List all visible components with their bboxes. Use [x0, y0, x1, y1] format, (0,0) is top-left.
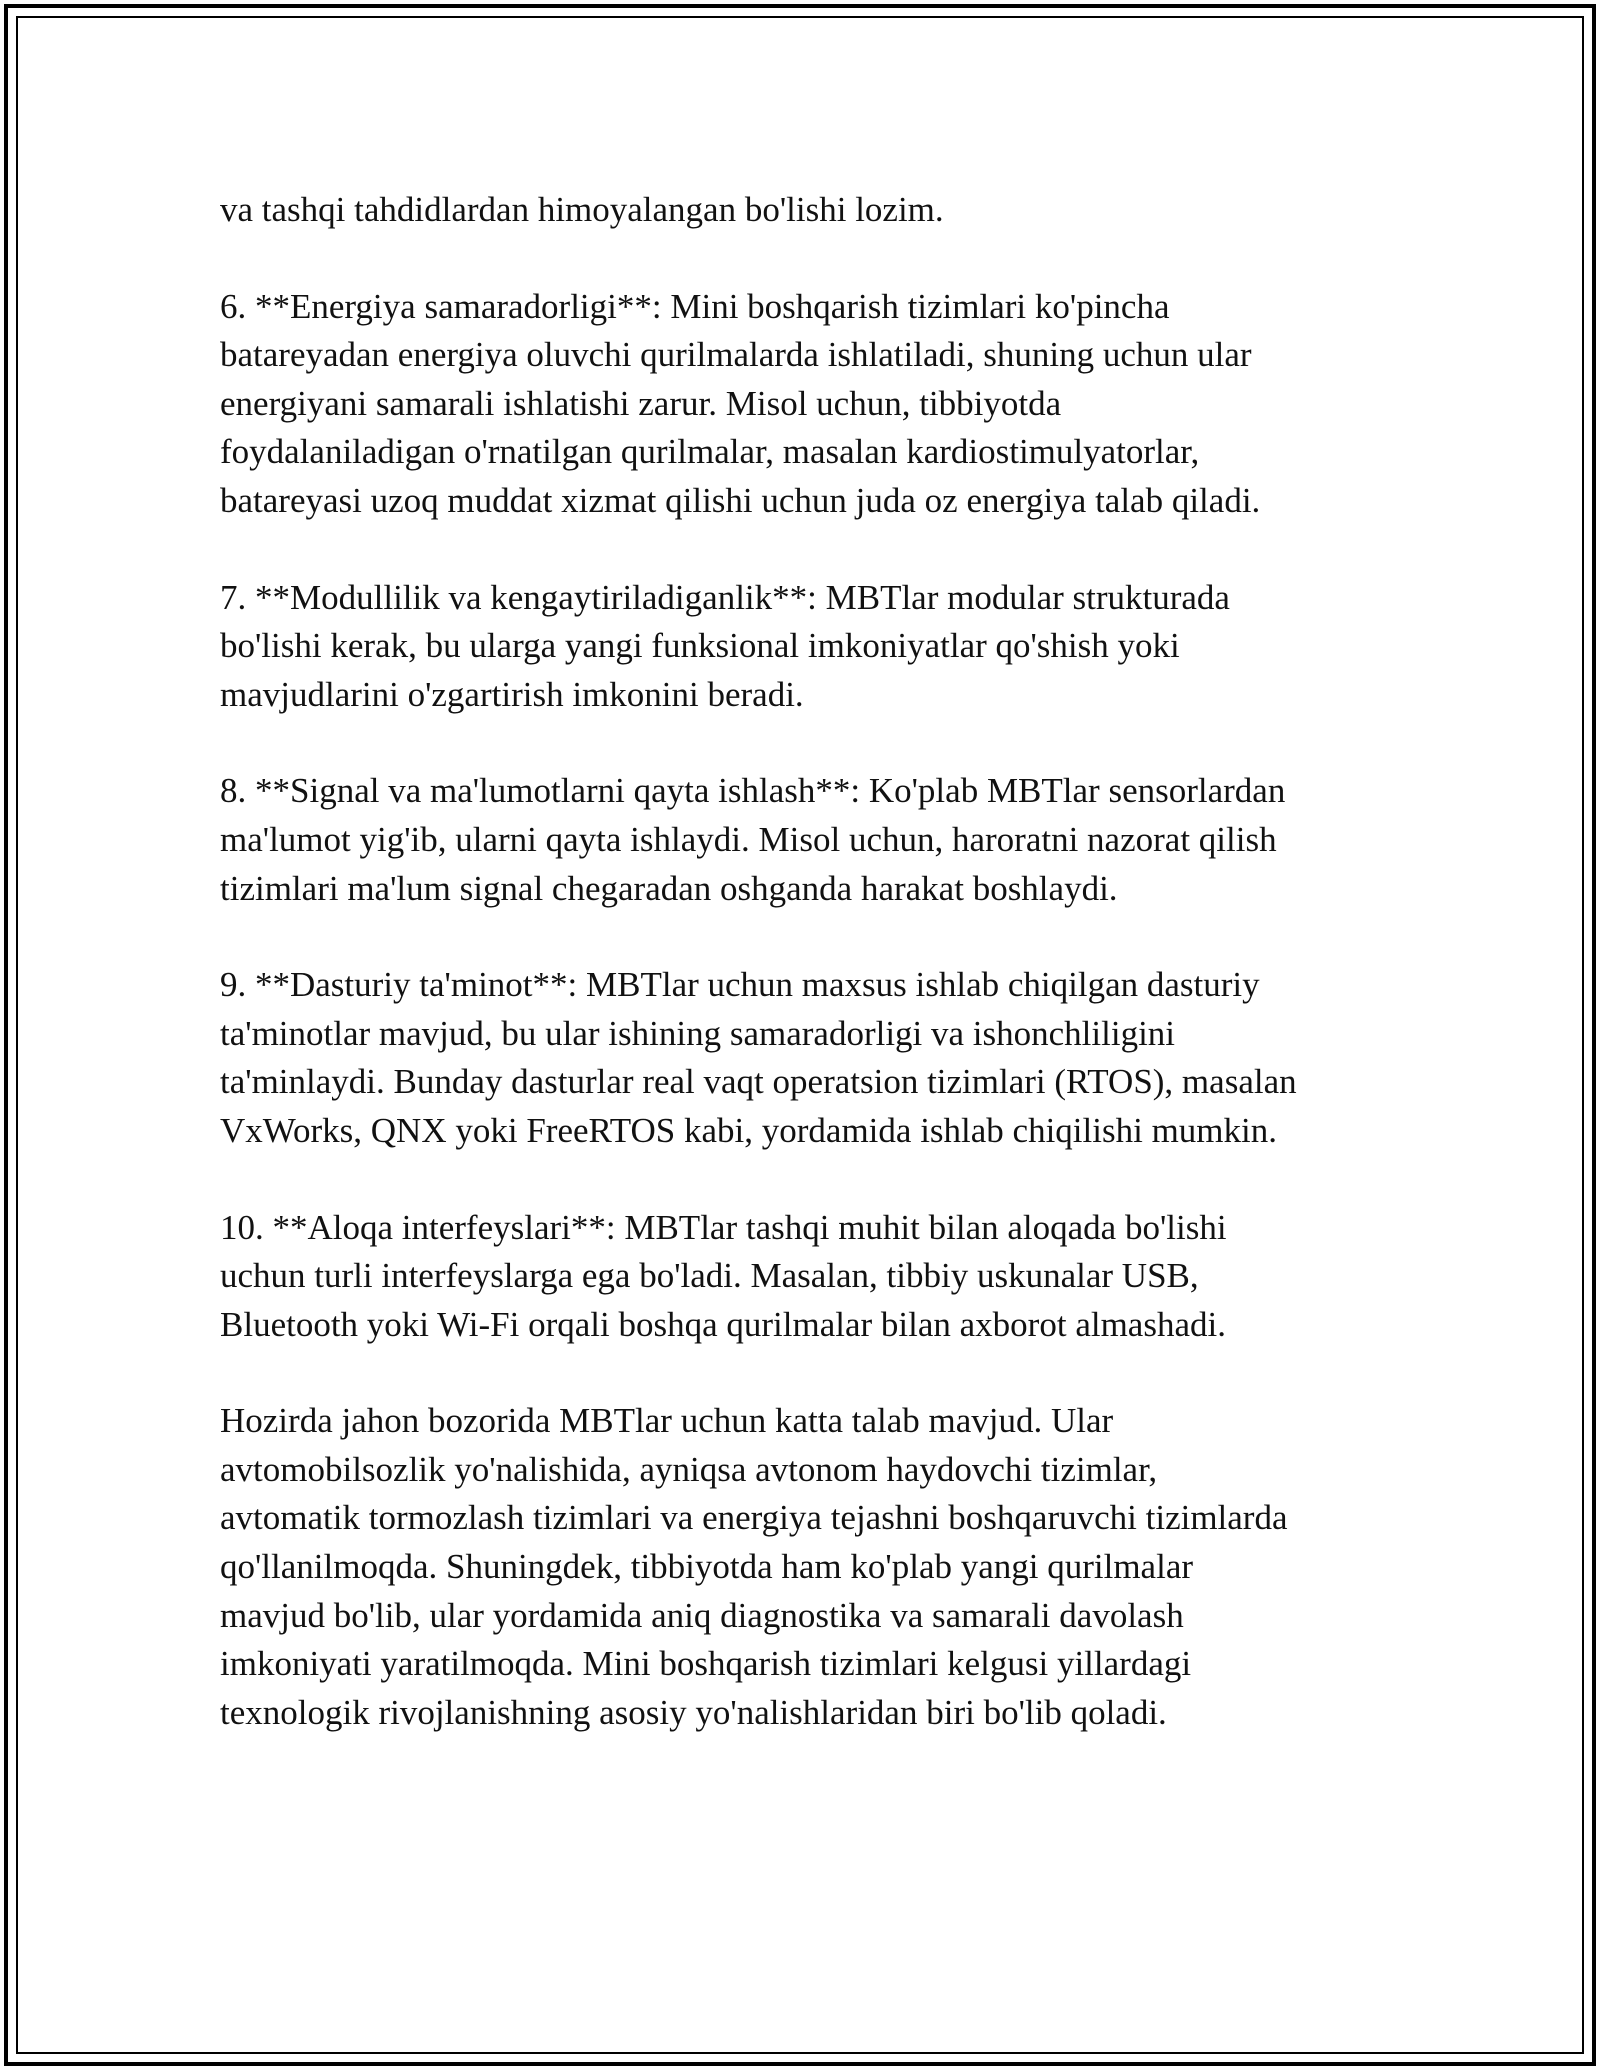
paragraph-item-7-modularity: 7. **Modullilik va kengaytiriladiganlik**: MBTlar modular strukturada bo'lishi kerak, bu ularga yangi funksional imkoniyatlar qo'shish yoki mavjudlarini o'zgartirish imkonini beradi. — [220, 577, 1230, 714]
document-body — [220, 186, 1390, 1785]
paragraph-item-6-energy-efficiency: 6. **Energiya samaradorligi**: Mini boshqarish tizimlari ko'pincha batareyadan energiya oluvchi qurilmalarda ishlatiladi, shuning uchun ular energiyani samarali ishlatishi zarur. Misol uchun, tibbiyotda foydalaniladigan o'rnatilgan qurilmalar, masalan kardiostimulyatorlar, batareyasi uzoq muddat xizmat qilishi uchun juda oz energiya talab qiladi. — [220, 286, 1261, 520]
paragraph-item-9-software: 9. **Dasturiy ta'minot**: MBTlar uchun maxsus ishlab chiqilgan dasturiy ta'minotlar mavjud, bu ular ishining samaradorligi va ishonchliligini ta'minlaydi. Bunday dasturlar real vaqt operatsion tizimlari (RTOS), masalan VxWorks, QNX yoki FreeRTOS kabi, yordamida ishlab chiqilishi mumkin. — [220, 965, 1297, 1150]
paragraph-continuation: va tashqi tahdidlardan himoyalangan bo'lishi lozim. — [220, 190, 944, 229]
paragraph-item-8-signal-processing: 8. **Signal va ma'lumotlarni qayta ishlash**: Ko'plab MBTlar sensorlardan ma'lumot yig'ib, ularni qayta ishlaydi. Misol uchun, haroratni nazorat qilish tizimlari ma'lum signal chegaradan oshganda harakat boshlaydi. — [220, 771, 1286, 908]
paragraph-item-10-interfaces: 10. **Aloqa interfeyslari**: MBTlar tashqi muhit bilan aloqada bo'lishi uchun turli interfeyslarga ega bo'ladi. Masalan, tibbiy uskunalar USB, Bluetooth yoki Wi-Fi orqali boshqa qurilmalar bilan axborot almashadi. — [220, 1207, 1227, 1344]
paragraph-conclusion: Hozirda jahon bozorida MBTlar uchun katta talab mavjud. Ular avtomobilsozlik yo'nalishida, ayniqsa avtonom haydovchi tizimlar, avtomatik tormozlash tizimlari va energiya tejashni boshqaruvchi tizimlarda qo'llanilmoqda. Shuningdek, tibbiyotda ham ko'plab yangi qurilmalar mavjud bo'lib, ular yordamida aniq diagnostika va samarali davolash imkoniyati yaratilmoqda. Mini boshqarish tizimlari kelgusi yillardagi texnologik rivojlanishning asosiy yo'nalishlaridan biri bo'lib qoladi. — [220, 1401, 1288, 1732]
